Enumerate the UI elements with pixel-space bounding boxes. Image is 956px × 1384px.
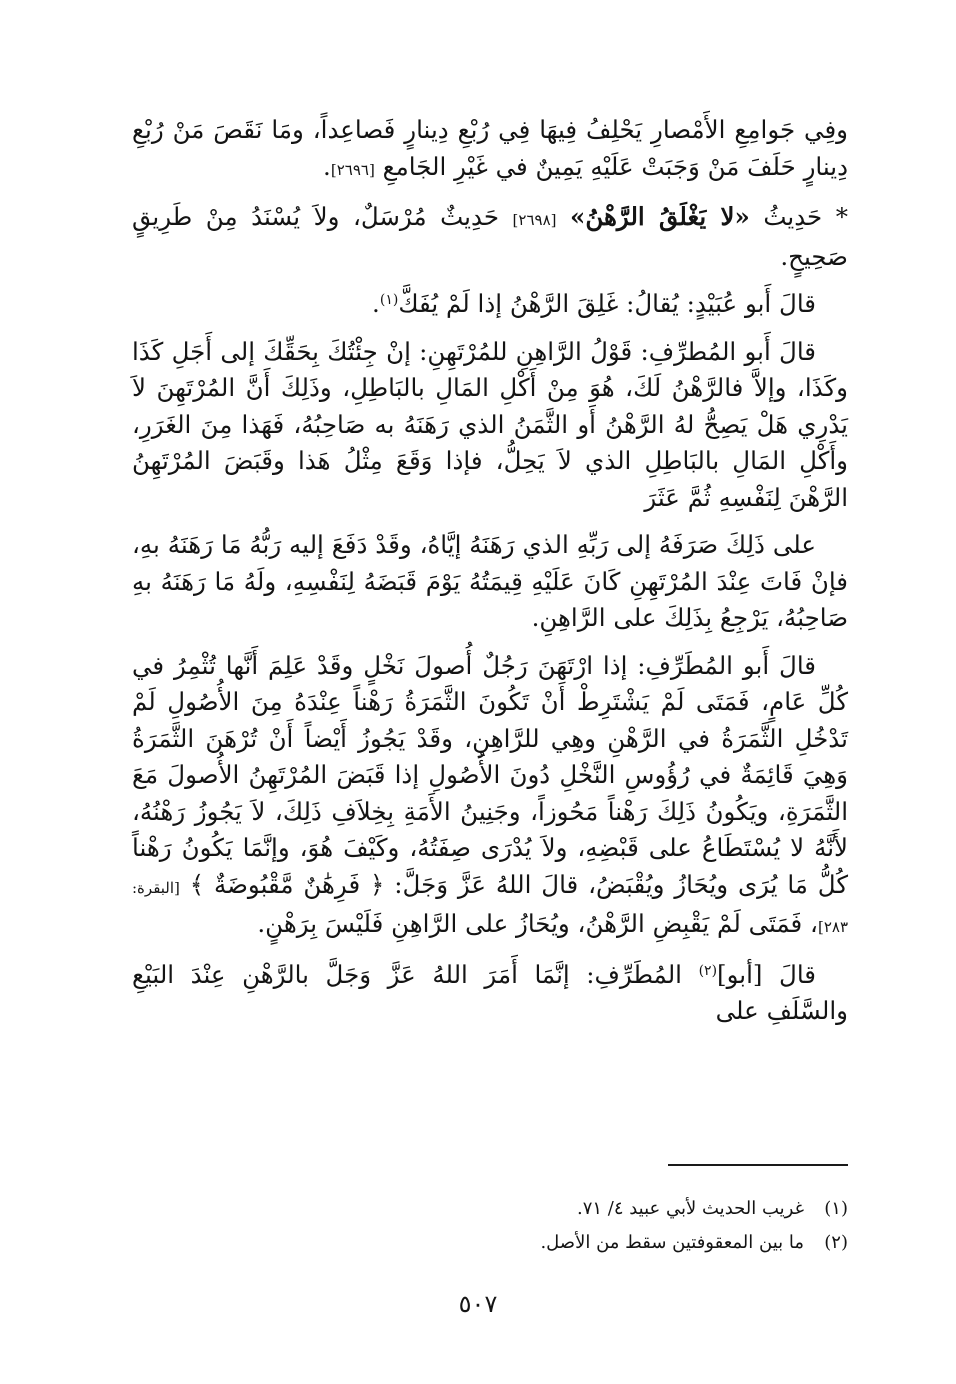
- hadith-ref-2698: [٢٦٩٨]: [512, 211, 557, 229]
- footnote-2-number: (٢): [824, 1232, 848, 1253]
- abu-ubayd-text: قالَ أَبو عُبَيْدٍ: يُقالُ: غَلِقَ الرَّهْنُ إذا لَمْ يُفَكَّ: [398, 289, 816, 318]
- quran-ref: [البقرة: ٢٨٣]: [132, 878, 848, 936]
- footnote-separator: [668, 1164, 848, 1166]
- footnote-marker-2: (٢): [698, 962, 718, 979]
- paragraph-continuation: [132, 527, 848, 637]
- hadith-label: * حَدِيثُ: [763, 202, 848, 231]
- mutarrif-1-text: قالَ أَبو المُطرِّفِ: قَوْلُ الرَّاهِنِ للمُرْتَهِنِ: إنْ جِئْتُكَ بِحَقِّكَ إلى أَجَلِ كَذَا وكَذَا، وإلاَّ فالرَّهْنُ لَكَ، هُوَ مِنْ أَكْلِ المَالِ بالبَاطِلِ، وذَلِكَ أَنَّ المُرْتَهِنَ لاَ يَدْرِي هَلْ يَصِحُّ لهُ الرَّهْنُ أَو الثَّمَنُ الذي رَهَنَهُ به صَاحِبُهُ، فَهَذا مِنَ الغَرَرِ، وأَكْلِ المَالِ بالبَاطِلِ الذي لاَ يَحِلُّ، فإذا وَقَعَ مِثْلُ هَذا وقَبَضَ المُرْتَهِنُ الرَّهْنَ لِنَفْسِهِ ثُمَّ عَثَرَ: [132, 336, 848, 512]
- paragraph-hadith: [132, 199, 848, 275]
- page-number: ٥٠٧: [458, 1290, 498, 1318]
- paragraph-mutarrif-3: [132, 957, 848, 1030]
- footnote-2-text: ما بين المعقوفتين سقط من الأصل.: [540, 1232, 804, 1253]
- mutarrif-3-start: قالَ [أبو]: [717, 959, 816, 989]
- quran-verse: ﴿ فَرِهَٰنٌ مَّقْبُوضَةٌ ﴾: [189, 869, 385, 899]
- hadith-text: «لا يَغْلَقُ الرَّهْنُ»: [570, 202, 750, 231]
- footnote-1: [132, 1192, 848, 1226]
- footnote-1-text: غريب الحديث لأبي عبيد ٤/ ٧١.: [576, 1198, 804, 1219]
- hadith-ref-2696: [٢٦٩٦]: [330, 160, 375, 179]
- paragraph-1: وفِي جَوامِعِ الأَمْصارِ يَحْلِفُ فِيهَا فِي رُبْعِ دِينارٍ فَصاعِداً، ومَا نَقَصَ مَنْ رُبْعِ دِينارٍ حَلَفَ مَنْ وَجَبَتْ عَلَيْهِ يَمِينٌ في غَيْرِ الجَامعِ [٢٦٩٦].: [132, 115, 848, 181]
- mutarrif-3-text: المُطَرِّفِ: إنَّمَا أَمَرَ اللهُ عَزَّ وَجَلَّ بالرَّهْنِ عِنْدَ البَيْعِ والسَّلَفِ على: [132, 959, 848, 1025]
- after-verse-text: ، فَمَتَى لَمْ يَقْبِضِ الرَّهْنُ، ويُحَازُ على الرَّاهِنِ فَلَيْسَ بِرَهْنٍ.: [257, 909, 818, 938]
- paragraph-mutarrif-1: [132, 334, 848, 517]
- footnote-2: [132, 1226, 848, 1260]
- mutarrif-2-text: قالَ أَبو المُطَرِّفِ: إذا ارْتَهَنَ رَجُلٌ أُصولَ نَخْلٍ وقَدْ عَلِمَ أَنَّها تُثْمِرُ في كُلِّ عَامٍ، فَمَتَى لَمْ يَشْتَرِطْ أَنْ تَكُونَ الثَّمَرَةُ رَهْناً عِنْدَهُ مِنَ الأُصُولِ لَمْ تَدْخُلِ الثَّمَرَةُ في الرَّهْنِ وهِي للرَّاهِنِ، وقَدْ يَجُوزُ أَيْضاً أَنْ تُرْهَنَ الثَّمَرَةُ وَهِيَ قَائِمَةٌ في رُؤُوسِ النَّخْلِ دُونَ الأُصُولِ إذا قَبَضَ المُرْتَهِنُ الأُصولَ مَعَ الثَّمَرَةِ، ويَكُونُ ذَلِكَ رَهْناً مَحُوزاً، وجَنِينُ الأَمَةِ بِخِلاَفِ ذَلِكَ، لاَ يَجُوزُ رَهْنُهُ، لأَنَّهُ لا يُسْتَطَاعُ على قَبْضِهِ، ولاَ يُدْرَى صِفَتُهُ، وكَيْفَ هُوَ، وإنَّمَا يَكُونُ رَهْناً كُلُّ مَا يُرَى ويُحَازُ ويُقْبَضُ، قالَ اللهُ عَزَّ وَجَلَّ:: [132, 650, 849, 899]
- main-text: [132, 112, 848, 1041]
- continuation-text: على ذَلِكَ صَرَفَهُ إلى رَبِّهِ الذي رَهَنَهُ إيَّاهُ، وقَدْ دَفَعَ إليه رَبُّهُ مَا رَهَنَهُ بهِ، فإنْ فَاتَ عِنْدَ المُرْتَهِنِ كَانَ عَلَيْهِ قِيمَتُهُ يَوْمَ قَبَضَهُ لِنَفْسِهِ، ولَهُ مَا رَهَنَهُ بهِ صَاحِبُهُ، يَرْجِعُ بِذَلِكَ على الرَّاهِنِ.: [132, 530, 848, 632]
- hadith-rest: حَدِيثٌ مُرْسَلٌ، ولاَ يُسْنَدُ مِنْ طَرِيقٍ صَحِيحٍ.: [132, 202, 848, 271]
- paragraph-abu-ubayd: قالَ أَبو عُبَيْدٍ: يُقالُ: غَلِقَ الرَّهْنُ إذا لَمْ يُفَكَّ$^{(١)}$.: [372, 289, 816, 318]
- footnote-marker-1: (١): [379, 292, 399, 308]
- paragraph-1-text: وفِي جَوامِعِ الأَمْصارِ يَحْلِفُ فِيهَا فِي رُبْعِ دِينارٍ فَصاعِداً، ومَا نَقَصَ مَنْ رُبْعِ دِينارٍ حَلَفَ مَنْ وَجَبَتْ عَلَيْهِ يَمِينٌ في غَيْرِ الجَامعِ: [132, 115, 848, 181]
- paragraph-mutarrif-2: [132, 648, 848, 946]
- footnote-1-number: (١): [824, 1198, 848, 1219]
- footnotes: [132, 1192, 848, 1260]
